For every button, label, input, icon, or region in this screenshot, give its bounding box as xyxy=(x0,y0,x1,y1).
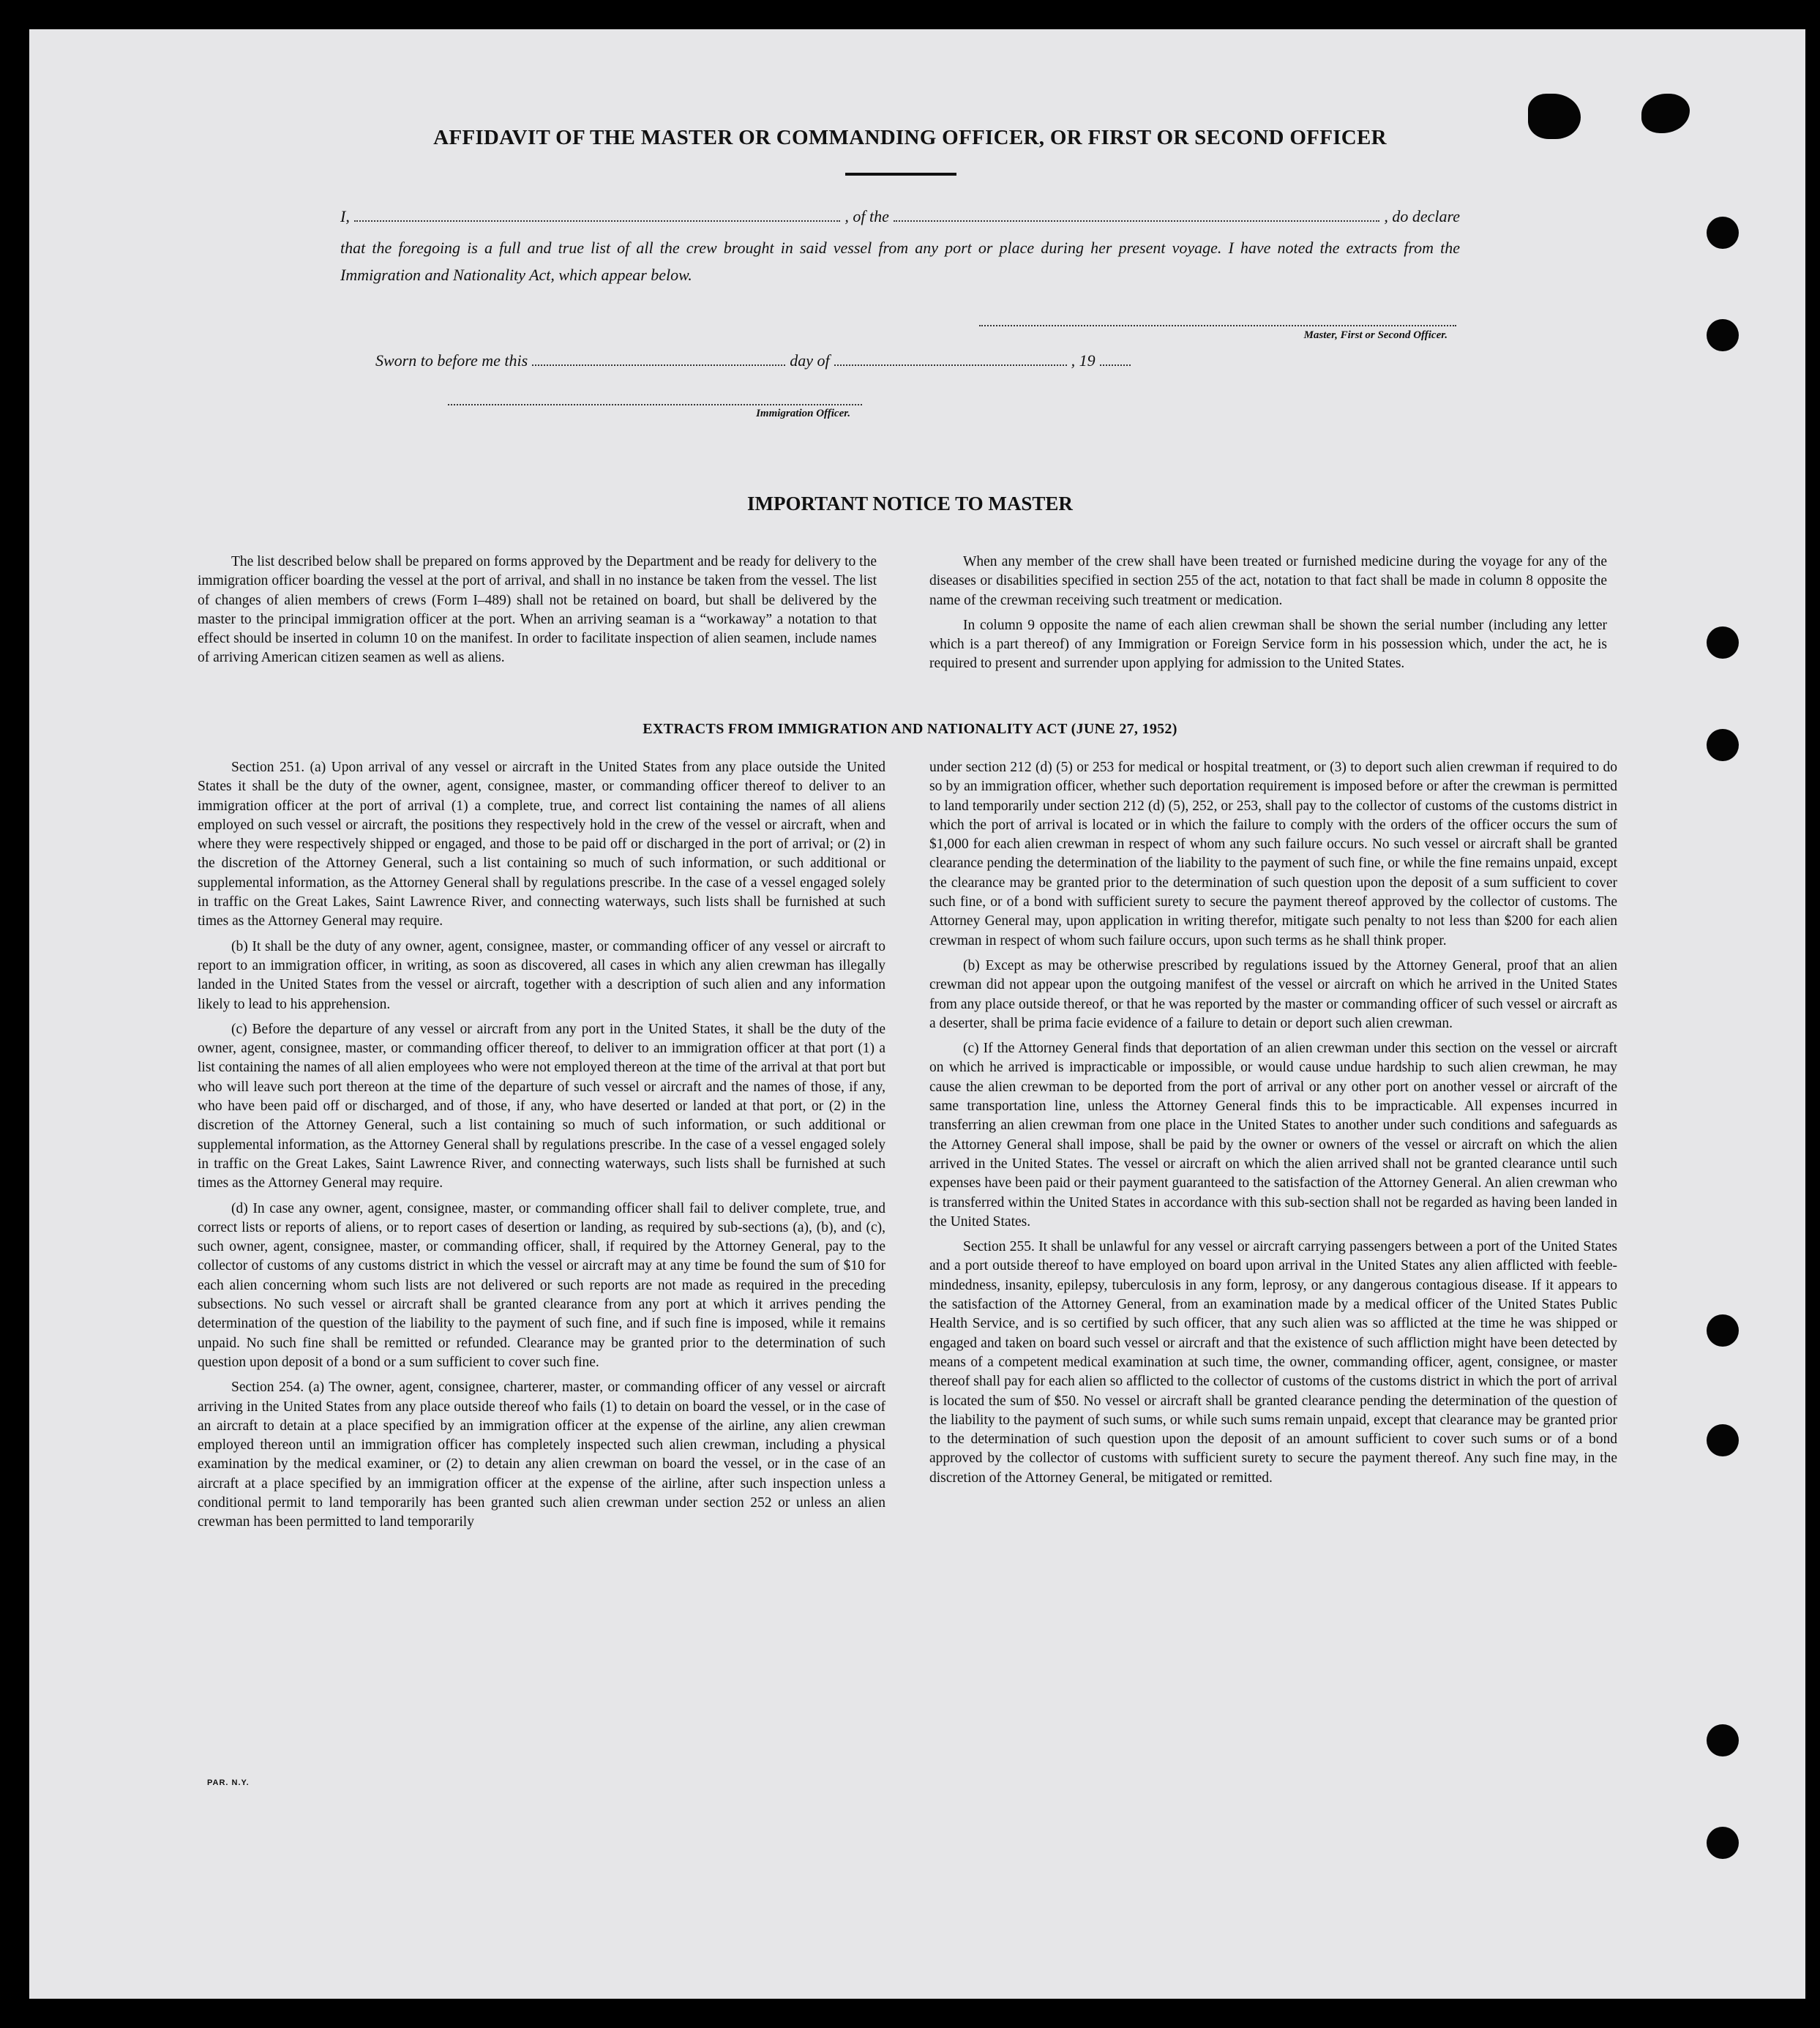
section-paragraph: (b) It shall be the duty of any owner, agent, consignee, master, or commanding officer of any vessel or aircraft to report to an immigration officer, in writing, as soon as discovered, all cases in which any alien crewman has illegally landed in the United States from the vessel or aircraft, together with a description of such alien and any information likely to lead to his apprehension. xyxy=(198,938,885,1012)
notice-title: IMPORTANT NOTICE TO MASTER xyxy=(747,493,1073,515)
notice-paragraph: The list described below shall be prepared on forms approved by the Department and be ready for delivery to the immigration officer boarding the vessel at the port of arrival, and shall in no instance be taken from the vessel. The list of changes of alien members of crews (Form I–489) shall not be retained on board, but shall be delivered by the master to the principal immigration officer at the port. When an arriving seaman is a “workaway” a notation to that effect should be inserted in column 10 on the manifest. In order to facilitate inspection of alien seamen, include names of arriving American citizen seamen as well as aliens. xyxy=(198,554,877,666)
declaration-line xyxy=(340,207,1460,226)
day-of-label: day of xyxy=(790,351,830,370)
section-paragraph: (c) If the Attorney General finds that deportation of an alien crewman under this section on the vessel or aircraft on which he arrived is impracticable or impossible, or would cause undue hardship to such alien crewman, he may cause the alien crewman to be deported from the port of arrival or any other port on another vessel or aircraft of the same transportation line, unless the Attorney General finds this to be impracticable. All expenses incurred in transferring an alien crewman from one place in the United States to another under such conditions and safeguards as the Attorney General shall impose, shall be paid by the owner or owners of the vessel or aircraft on which the alien arrived in the United States. The vessel or aircraft on which the alien arrived shall not be granted clearance until such expenses have been paid or their payment guaranteed to the satisfaction of the Attorney General. An alien crewman who is transferred within the United States in accordance with this sub-section shall not be regarded as having been landed in the United States. xyxy=(929,1041,1617,1230)
printer-mark: PAR. N.Y. xyxy=(207,1778,250,1787)
day-field[interactable] xyxy=(532,353,785,366)
notice-left-column xyxy=(198,553,877,668)
section-paragraph: (b) Except as may be otherwise prescribed by regulations issued by the Attorney General, proof that an alien crewman did not appear upon the outgoing manifest of the vessel or aircraft on which he arrived in the United States from any place outside thereof, or that he was reported by the master or commanding officer of such vessel or aircraft as a deserter, shall be prima facie evidence of a failure to detain or deport such alien crewman. xyxy=(929,957,1617,1031)
notice-paragraph: When any member of the crew shall have been treated or furnished medicine during the voyage for any of the diseases or disabilities specified in section 255 of the act, notation to that fact shall be made in column 8 opposite the name of the crewman receiving such treatment or medication. xyxy=(929,554,1607,608)
month-field[interactable] xyxy=(834,353,1067,366)
section-paragraph: Section 254. (a) The owner, agent, consignee, charterer, master, or commanding officer of any vessel or aircraft arriving in the United States from any place outside thereof who fails (1) to detain on board the vessel, or in the case of an aircraft to detain at a place specified by an immigration officer at the expense of the airline, any alien crewman employed thereon until an immigration officer has completely inspected such alien crewman, including a physical examination by the medical examiner, or (2) to detain any alien crewman on board the vessel, or in the case of an aircraft at a place specified by an immigration officer at the expense of the airline, after such inspection unless a conditional permit to land temporarily has been granted such alien crewman under section 252 or unless an alien crewman has been permitted to land temporarily xyxy=(198,1380,885,1530)
punch-hole xyxy=(1707,626,1739,659)
of-the-label: , of the xyxy=(845,207,889,225)
sworn-label: Sworn to before me this xyxy=(375,351,528,370)
i-label: I, xyxy=(340,207,350,225)
notice-right-column xyxy=(929,553,1607,674)
punch-hole xyxy=(1707,217,1739,249)
notice-paragraph: In column 9 opposite the name of each alien crewman shall be shown the serial number (including any letter which is a part thereof) of any Immigration or Foreign Service form in his possession which, under the act, he is required to present and surrender upon applying for admission to the United States. xyxy=(929,617,1607,672)
section-paragraph: (c) Before the departure of any vessel or aircraft from any port in the United States, it shall be the duty of the owner, agent, consignee, master, or commanding officer thereof, to deliver to an immigration officer at that port (1) a list containing the names of all alien employees who were not employed thereon at the time of the arrival at that port but who will leave such port thereon at the time of the departure of such vessel or aircraft and the names of those, if any, who have been paid off or discharged, and of those, if any, who have deserted or landed at that port, or (2) in the discretion of the Attorney General, such a list containing so much of such information, or such additional or supplemental information, as the Attorney General shall by regulations prescribe. In the case of a vessel engaged solely in traffic on the Great Lakes, Saint Lawrence River, and connecting waterways, such lists shall be furnished at such times as the Attorney General may require. xyxy=(198,1021,885,1191)
extracts-right-column xyxy=(929,758,1617,1488)
extracts-left-column xyxy=(198,758,885,1533)
affidavit-title: AFFIDAVIT OF THE MASTER OR COMMANDING OFFICER, OR FIRST OR SECOND OFFICER xyxy=(433,126,1387,149)
vessel-field[interactable] xyxy=(894,209,1380,222)
sworn-line xyxy=(375,351,1195,370)
do-declare-label: , do declare xyxy=(1384,207,1461,225)
punch-hole xyxy=(1707,1827,1739,1859)
punch-hole xyxy=(1707,1724,1739,1756)
signature-label: Master, First or Second Officer. xyxy=(1303,329,1448,341)
declaration-text: that the foregoing is a full and true list of all the crew brought in said vessel from any port or place during her present voyage. I have noted the extracts from the Immigration and Nationality Act, which appear below. xyxy=(340,239,1460,284)
punch-hole xyxy=(1707,319,1739,351)
punch-hole xyxy=(1707,1314,1739,1347)
section-paragraph: Section 251. (a) Upon arrival of any vessel or aircraft in the United States from any place outside the United States it shall be the duty of the owner, agent, consignee, master, or commanding officer thereof to deliver to an immigration officer at the port of arrival (1) a complete, true, and correct list containing the names of all aliens employed on such vessel or aircraft, the positions they respectively hold in the crew of the vessel or aircraft, when and where they were respectively shipped or engaged, and those to be paid off or discharged in the port of arrival; or (2) in the discretion of the Attorney General, such a list containing so much of such information, or such additional or supplemental information, as the Attorney General shall by regulations prescribe. In the case of a vessel engaged solely in traffic on the Great Lakes, Saint Lawrence River, and connecting waterways, such lists shall be furnished at such times as the Attorney General may require. xyxy=(198,760,885,929)
section-paragraph: Section 255. It shall be unlawful for any vessel or aircraft carrying passengers between a port of the United States and a port outside thereof to have employed on board upon arrival in the United States any alien afflicted with feeble-mindedness, insanity, epilepsy, tuberculosis in any form, leprosy, or any dangerous contagious disease. If it appears to the satisfaction of the Attorney General, from an examination made by a medical officer of the United States Public Health Service, and is so certified by such officer, that any such alien was so afflicted at the time he was shipped or engaged and taken on board such vessel or aircraft and that the existence of such affliction might have been detected by means of a competent medical examination at such time, the owner, commanding officer, agent, consignee, or master thereof shall pay for each alien so afflicted to the collector of customs of the customs district in which the port of arrival is located the sum of $50. No vessel or aircraft shall be granted clearance pending the determination of the question of the liability to the payment of such sums, or while such sums remain unpaid, except that clearance may be granted prior to the determination of such question upon the deposit of an amount sufficient to cover such sums or of a bond approved by the collector of customs with sufficient surety to secure the payment thereof. Any such fine may, in the discretion of the Attorney General, be mitigated or remitted. xyxy=(929,1239,1617,1486)
extracts-title: EXTRACTS FROM IMMIGRATION AND NATIONALITY ACT (JUNE 27, 1952) xyxy=(643,721,1177,737)
title-rule xyxy=(845,173,956,176)
immigration-officer-field[interactable] xyxy=(448,404,862,405)
immigration-officer-label: Immigration Officer. xyxy=(756,408,850,419)
section-paragraph: (d) In case any owner, agent, consignee, master, or commanding officer shall fail to deliver complete, true, and correct lists or reports of aliens, or to report cases of desertion or landing, as required by sub-sections (a), (b), and (c), such owner, agent, consignee, master, or commanding officer, shall, if required by the Attorney General, pay to the collector of customs of any customs district in which the vessel or aircraft may at any time be found the sum of $10 for each alien concerning whom such lists are not delivered or such reports are not made as required in the preceding subsections. No such vessel or aircraft shall be granted clearance from any port at which it arrives pending the determination of the question of the liability to the payment of such fine, and if such fine is imposed, while it remains unpaid. No such fine shall be remitted or refunded. Clearance may be granted prior to the determination of such question upon deposit of a bond or a sum sufficient to cover such fine. xyxy=(198,1200,885,1370)
name-field[interactable] xyxy=(354,209,841,222)
signature-field[interactable] xyxy=(979,325,1456,326)
punch-hole xyxy=(1707,1424,1739,1456)
section-paragraph: under section 212 (d) (5) or 253 for medical or hospital treatment, or (3) to deport such alien crewman if required to do so by an immigration officer, whether such deportation requirement is imposed before or after the crewman is permitted to land temporarily under section 212 (d) (5), 252, or 253, shall pay to the collector of customs of the customs district in which the port of arrival is located or in which the failure to comply with the orders of the officer occurs the sum of $1,000 for each alien crewman in respect of whom any such failure occurs. No such vessel or aircraft shall be granted clearance pending the determination of the liability to the payment of such fine, or while the fine remains unpaid, except the clearance may be granted prior to the determination of such question upon the deposit of a sum sufficient to cover such fine, or of a bond with sufficient surety to secure the payment thereof approved by the collector of customs. The Attorney General may, upon application in writing therefor, mitigate such penalty to not less than $200 for each alien crewman in respect of whom such failure occurs, upon such terms as he shall think proper. xyxy=(929,760,1617,948)
year-field[interactable] xyxy=(1100,353,1131,366)
year-label: , 19 xyxy=(1071,351,1096,370)
